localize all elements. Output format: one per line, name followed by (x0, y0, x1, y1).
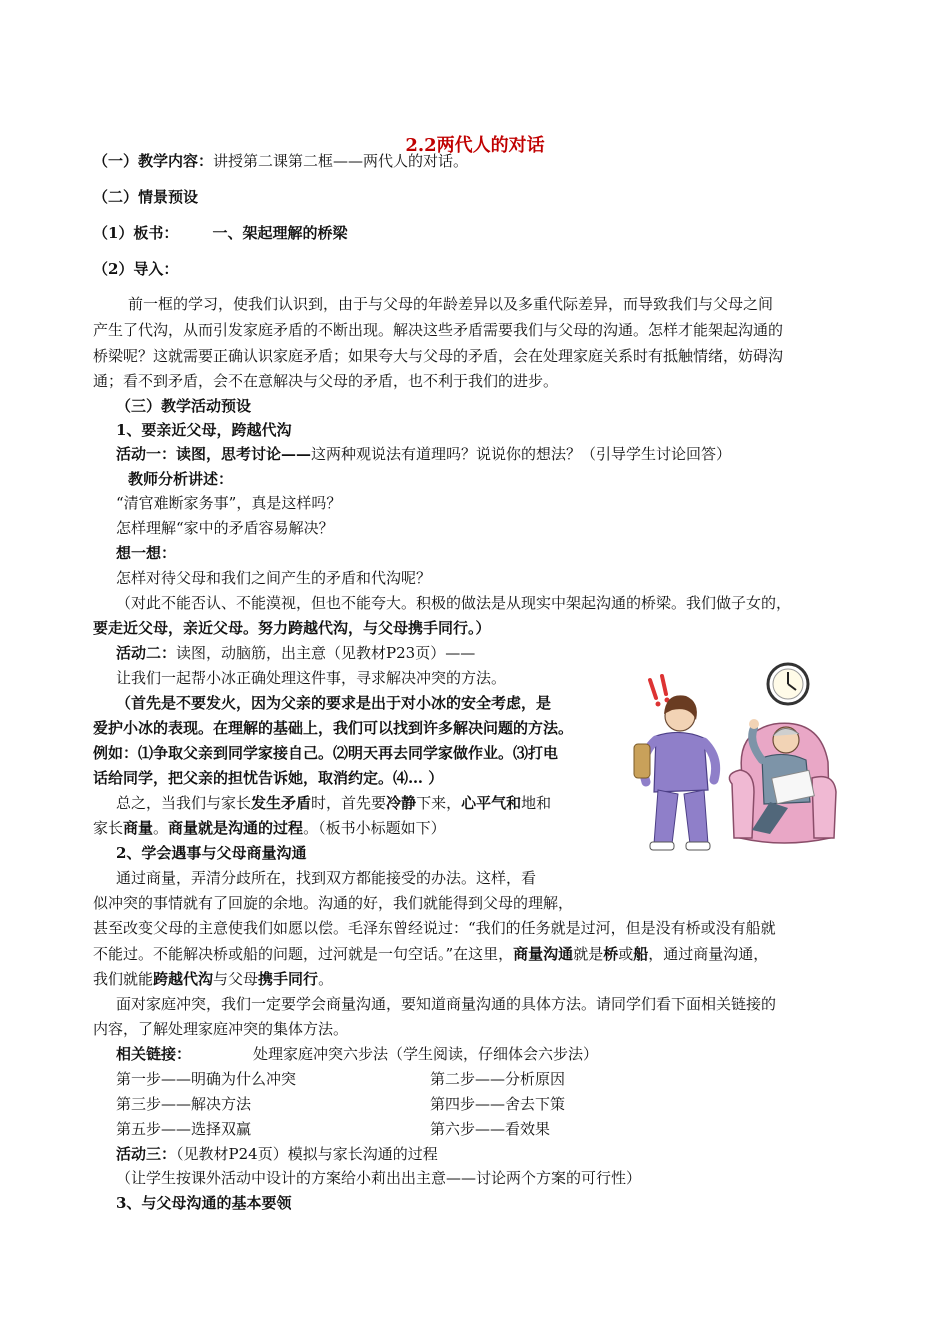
activity-2-answer: （首先是不要发火，因为父亲的要求是出于对小冰的安全考虑，是 (116, 694, 552, 712)
activity-2-answer: 爱护小冰的表现。在理解的基础上，我们可以找到许多解决问题的方法。 (93, 719, 574, 737)
activity-3: 活动三：（见教材P24页）模拟与家长沟通的过程 (116, 1145, 438, 1163)
step: 第一步——明确为什么冲突 (116, 1070, 297, 1088)
activity-2: 活动二：读图，动脑筋，出主意（见教材P23页）—— (116, 644, 476, 662)
activity-2-task: 让我们一起帮小冰正确处理这件事，寻求解决冲突的方法。 (116, 669, 507, 687)
heading-2: 2、学会遇事与父母商量沟通 (116, 844, 307, 862)
think-label: 想一想： (116, 544, 177, 562)
clock-icon (768, 664, 808, 704)
heading-3: 3、与父母沟通的基本要领 (116, 1194, 292, 1212)
section-scenario: （二）情景预设 (93, 188, 199, 206)
activity-1: 活动一：读图，思考讨论——这两种观说法有道理吗？说说你的想法？（引导学生讨论回答） (116, 445, 732, 463)
activity-3-note: （让学生按课外活动中设计的方案给小莉出出主意——讨论两个方案的可行性） (116, 1169, 642, 1187)
think-answer: 要走近父母，亲近父母。努力跨越代沟，与父母携手同行。） (93, 619, 491, 637)
paragraph-2: 甚至改变父母的主意使我们如愿以偿。毛泽东曾经说过：“我们的任务就是过河，但是没有桥或没有船就 (93, 919, 776, 937)
paragraph-2: 通过商量，弄清分歧所在，找到双方都能接受的办法。这样，看 (116, 869, 537, 887)
paragraph-3: 内容，了解处理家庭冲突的集体方法。 (93, 1020, 349, 1038)
paragraph-2: 似冲突的事情就有了回旋的余地。沟通的好，我们就能得到父母的理解， (93, 894, 574, 912)
intro-line: 前一框的学习，使我们认识到，由于与父母的年龄差异以及多重代际差异，而导致我们与父母之间 (128, 295, 774, 313)
summary-line: 家长商量。商量就是沟通的过程。（板书小标题如下） (93, 819, 446, 837)
section-content: （一）教学内容：讲授第二课第二框——两代人的对话。 (93, 152, 469, 170)
intro-line: 产生了代沟，从而引发家庭矛盾的不断出现。解决这些矛盾需要我们与父母的沟通。怎样才能架起沟通的 (93, 321, 784, 339)
intro-label: （2）导入： (93, 260, 179, 278)
page-title: 2.2两代人的对话 (405, 135, 545, 156)
activity-2-answer: 例如：⑴争取父亲到同学家接自己。⑵明天再去同学家做作业。⑶打电 (93, 744, 559, 762)
question-2: 怎样理解“家中的矛盾容易解决？ (116, 519, 334, 537)
step: 第四步——舍去下策 (430, 1095, 566, 1113)
question-1: “清官难断家务事”，真是这样吗？ (116, 494, 342, 512)
related-link: 相关链接： 处理家庭冲突六步法（学生阅读，仔细体会六步法） (116, 1045, 599, 1063)
summary-line: 总之，当我们与家长发生矛盾时，首先要冷静下来，心平气和地和 (116, 794, 552, 812)
exclamation-icon (650, 676, 670, 707)
activity-2-answer: 话给同学，把父亲的担忧告诉她，取消约定。⑷… ） (93, 769, 444, 787)
step: 第二步——分析原因 (430, 1070, 566, 1088)
think-question: 怎样对待父母和我们之间产生的矛盾和代沟呢？ (116, 569, 432, 587)
section-activities: （三）教学活动预设 (116, 397, 252, 415)
intro-line: 通；看不到矛盾，会不在意解决与父母的矛盾，也不利于我们的进步。 (93, 372, 559, 390)
think-answer: （对此不能否认、不能漠视，但也不能夸大。积极的做法是从现实中架起沟通的桥梁。我们做子女的， (116, 594, 792, 612)
heading-1: 1、要亲近父母，跨越代沟 (116, 421, 292, 439)
step: 第三步——解决方法 (116, 1095, 252, 1113)
board-line: （1）板书： 一、架起理解的桥梁 (93, 224, 348, 242)
paragraph-2: 我们就能跨越代沟与父母携手同行。 (93, 970, 334, 988)
intro-line: 桥梁呢？这就需要正确认识家庭矛盾；如果夸大与父母的矛盾，会在处理家庭关系时有抵触情绪，妨碍沟 (93, 347, 784, 365)
paragraph-2: 不能过。不能解决桥或船的问题，过河就是一句空话。”在这里，商量沟通就是桥或船，通过商量沟通， (93, 945, 769, 963)
father-daughter-illustration (624, 662, 842, 852)
paragraph-3: 面对家庭冲突，我们一定要学会商量沟通，要知道商量沟通的具体方法。请同学们看下面相关链接的 (116, 995, 777, 1013)
teacher-label: 教师分析讲述： (128, 470, 234, 488)
step: 第六步——看效果 (430, 1120, 551, 1138)
step: 第五步——选择双赢 (116, 1120, 252, 1138)
